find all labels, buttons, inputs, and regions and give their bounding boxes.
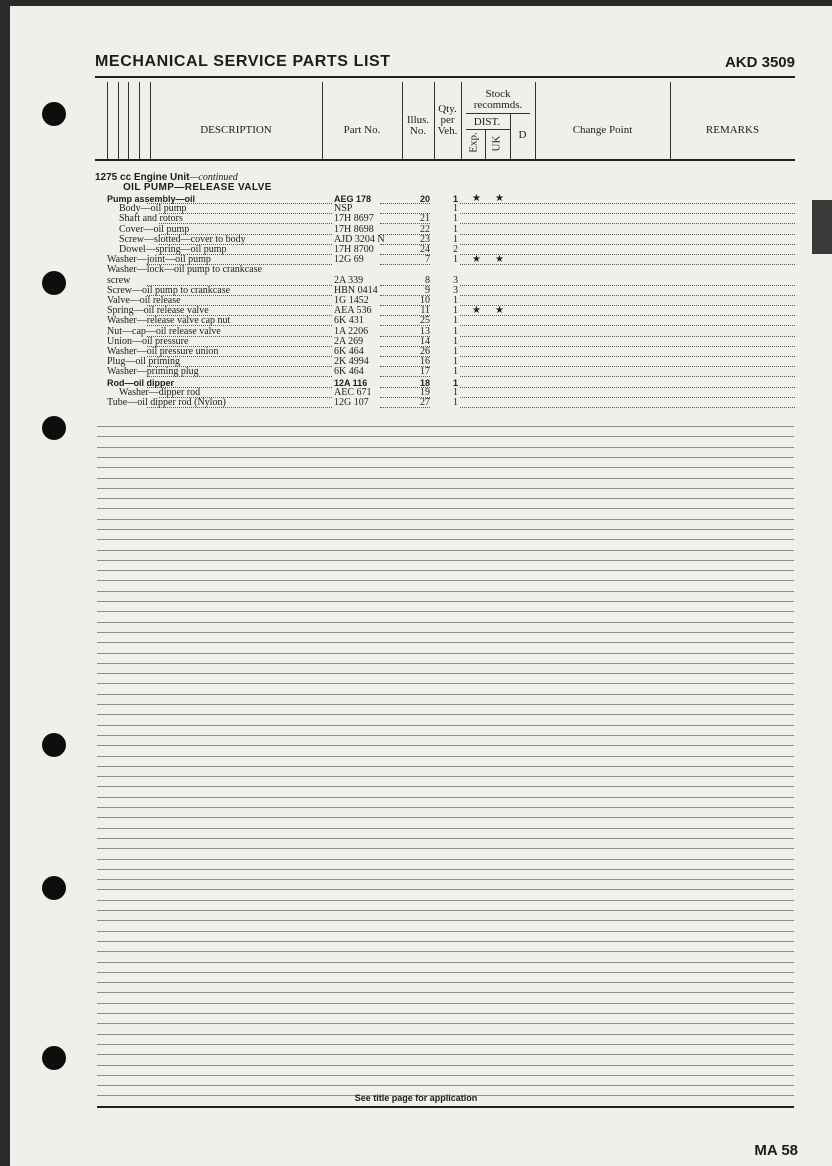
part-number: AEA 536 [334,305,372,316]
col-uk: UK [490,135,503,152]
ruled-line [97,972,794,973]
ruled-line [97,714,794,715]
illus-number: 27 [420,397,430,408]
ruled-line [97,519,794,520]
ruled-line [97,457,794,458]
binder-hole [42,1046,66,1070]
ruled-line [97,632,794,633]
part-number: 6K 464 [334,346,364,357]
col-dist: DIST. [473,116,501,128]
col-qty-veh: Veh. [437,125,458,137]
ruled-line [97,478,794,479]
ruled-line [97,807,794,808]
binder-hole [42,102,66,126]
ruled-line [97,694,794,695]
section-title-text: 1275 cc Engine Unit [95,172,190,183]
col-qty-per: per [440,114,455,126]
column-divider [128,82,129,159]
col-part-no: Part No. [343,124,381,136]
ruled-line [97,529,794,530]
part-number: 12A 116 [334,378,368,388]
qty-per-vehicle: 1 [453,315,458,326]
ruled-line [97,570,794,571]
part-number: 2K 4994 [334,356,369,367]
ruled-line [97,1044,794,1045]
table-row [0,214,832,224]
ruled-line [97,673,794,674]
qty-per-vehicle: 1 [453,234,458,245]
table-row [0,367,832,377]
qty-per-vehicle: 1 [453,326,458,337]
part-description: Union—oil pressure [107,336,189,347]
qty-per-vehicle: 1 [453,366,458,377]
stock-exp-star: ★ [472,305,481,316]
part-description: Body—oil pump [119,203,187,214]
col-stock-recommends: recommds. [473,99,523,111]
illus-number: 21 [420,213,430,224]
ruled-line [97,1054,794,1055]
ruled-line [97,426,794,427]
ruled-line [97,745,794,746]
ruled-line [97,622,794,623]
ruled-line [97,1023,794,1024]
qty-per-vehicle: 1 [453,397,458,408]
ruled-line [97,931,794,932]
stock-uk-star: ★ [495,305,504,316]
part-description: Washer—lock—oil pump to crankcase [107,264,262,275]
section-continued: —continued [189,172,238,183]
ruled-line [97,920,794,921]
ruled-line [97,828,794,829]
qty-per-vehicle: 1 [452,194,458,204]
qty-per-vehicle: 1 [453,346,458,357]
part-description: screw [107,275,131,286]
part-description: Pump assembly—oil [107,194,196,204]
illus-number: 26 [420,346,430,357]
ruled-line [97,508,794,509]
part-number: 1A 2206 [334,326,369,337]
qty-per-vehicle: 3 [453,275,458,286]
section-subtitle: OIL PUMP—RELEASE VALVE [123,182,272,193]
qty-per-vehicle: 1 [453,224,458,235]
table-row [0,398,832,408]
ruled-line [97,941,794,942]
binder-hole [42,733,66,757]
ruled-line [97,539,794,540]
col-change-point: Change Point [572,124,633,136]
qty-per-vehicle: 1 [453,387,458,398]
ruled-line [97,951,794,952]
stock-uk-star: ★ [495,193,504,204]
document-code: AKD 3509 [724,54,795,71]
qty-per-vehicle: 1 [453,356,458,367]
col-illus: Illus. [406,114,430,126]
stock-exp-star: ★ [472,254,481,265]
ruled-line [97,1085,794,1086]
column-divider [535,82,536,159]
col-description: DESCRIPTION [200,124,272,136]
part-description: Washer—priming plug [107,366,199,377]
col-stock: Stock [485,88,511,100]
column-divider [150,82,151,159]
ruled-line [97,838,794,839]
stock-uk-star: ★ [495,254,504,265]
qty-per-vehicle: 1 [453,305,458,316]
ruled-line [97,467,794,468]
part-number: 17H 8700 [334,244,374,255]
leader-dots [460,406,795,408]
part-number: 17H 8698 [334,224,374,235]
ruled-line [97,1075,794,1076]
part-number: AEG 178 [334,194,372,204]
part-description: Washer—release valve cap nut [107,315,231,326]
qty-per-vehicle: 1 [453,254,458,265]
ruled-line [97,580,794,581]
illus-number: 7 [425,254,430,265]
ruled-line [97,817,794,818]
ruled-line [97,447,794,448]
ruled-line [97,704,794,705]
part-description: Valve—oil release [107,295,181,306]
part-description: Screw—oil pump to crankcase [107,285,231,296]
ruled-line [97,879,794,880]
part-number: 6K 464 [334,366,364,377]
qty-per-vehicle: 3 [453,285,458,296]
binder-hole [42,876,66,900]
leader-dots [460,375,795,377]
part-description: Nut—cap—oil release valve [107,326,221,337]
ruled-line [97,498,794,499]
column-divider [485,130,486,159]
stock-exp-star: ★ [472,193,481,204]
ruled-line [97,797,794,798]
leader-dots [460,222,795,224]
qty-per-vehicle: 1 [452,378,458,388]
ruled-line [97,436,794,437]
ruled-line [97,1034,794,1035]
col-remarks: REMARKS [705,124,760,136]
illus-number: 9 [425,285,430,296]
part-description: Shaft and rotors [119,213,183,224]
qty-per-vehicle: 1 [453,336,458,347]
column-divider [322,82,323,159]
part-number: HBN 0414 [334,285,378,296]
column-divider [139,82,140,159]
stock-divider [466,113,530,114]
illus-number: 8 [425,275,430,286]
ruled-line [97,488,794,489]
ruled-line [97,725,794,726]
table-row [0,316,832,326]
illus-number: 22 [420,224,430,235]
part-description: Cover—oil pump [119,224,190,235]
ruled-line [97,1065,794,1066]
document-title: MECHANICAL SERVICE PARTS LIST [95,53,391,70]
ruled-line [97,848,794,849]
part-number: 12G 69 [334,254,364,265]
ruled-line [97,900,794,901]
part-description: Screw—slotted—cover to body [119,234,246,245]
ruled-line [97,653,794,654]
header-rule [95,76,795,78]
ruled-line [97,1003,794,1004]
illus-number: 25 [420,315,430,326]
ruled-line [97,889,794,890]
part-number: NSP [334,203,353,214]
ruled-line [97,611,794,612]
part-number: 17H 8697 [334,213,374,224]
ruled-line [97,766,794,767]
part-description: Washer—dipper rod [119,387,201,398]
column-divider [107,82,108,159]
illus-number: 19 [420,387,430,398]
col-exp: Exp. [467,132,480,153]
illus-number: 24 [420,244,430,255]
ruled-line [97,982,794,983]
column-divider [670,82,671,159]
part-description: Spring—oil release valve [107,305,209,316]
illus-number: 17 [420,366,430,377]
ruled-line [97,642,794,643]
part-description: Washer—oil pressure union [107,346,219,357]
ruled-line [97,663,794,664]
ruled-line [97,859,794,860]
illus-number: 16 [420,356,430,367]
col-illus-no: No. [409,125,427,137]
illus-number: 11 [420,305,430,316]
part-number: 1G 1452 [334,295,369,306]
ruled-line [97,591,794,592]
column-header-rule [95,159,795,161]
part-description: Tube—oil dipper rod (Nylon) [107,397,226,408]
part-number: 2A 339 [334,275,364,286]
part-description: Dowel—spring—oil pump [119,244,227,255]
page-number: MA 58 [754,1142,798,1159]
ruled-line [97,910,794,911]
ruled-line [97,992,794,993]
col-d: D [518,129,527,141]
ruled-line [97,1013,794,1014]
part-number: AEC 671 [334,387,372,398]
qty-per-vehicle: 1 [453,203,458,214]
ruled-line [97,756,794,757]
illus-number: 10 [420,295,430,306]
part-number: 2A 269 [334,336,364,347]
ruled-line [97,962,794,963]
qty-per-vehicle: 1 [453,295,458,306]
part-description: Plug—oil priming [107,356,181,367]
illus-number: 18 [419,378,430,388]
part-description: Rod—oil dipper [107,378,174,388]
col-qty: Qty. [438,103,457,115]
ruled-line [97,735,794,736]
table-row [0,265,832,275]
illus-number: 23 [420,234,430,245]
qty-per-vehicle: 1 [453,213,458,224]
illus-number: 13 [420,326,430,337]
qty-per-vehicle: 2 [453,244,458,255]
leader-dots [460,324,795,326]
binder-hole [42,416,66,440]
footer-rule [97,1106,794,1108]
column-divider [118,82,119,159]
ruled-line [97,869,794,870]
ruled-line [97,550,794,551]
part-number: 6K 431 [334,315,364,326]
illus-number: 14 [420,336,430,347]
part-number: AJD 3204 N [334,234,385,245]
ruled-line [97,786,794,787]
illus-number: 20 [419,194,430,204]
ruled-line [97,776,794,777]
ruled-line [97,683,794,684]
part-description: Washer—joint—oil pump [107,254,211,265]
ruled-line [97,560,794,561]
footer-note: See title page for application [354,1093,478,1103]
part-number: 12G 107 [334,397,369,408]
ruled-line [97,601,794,602]
